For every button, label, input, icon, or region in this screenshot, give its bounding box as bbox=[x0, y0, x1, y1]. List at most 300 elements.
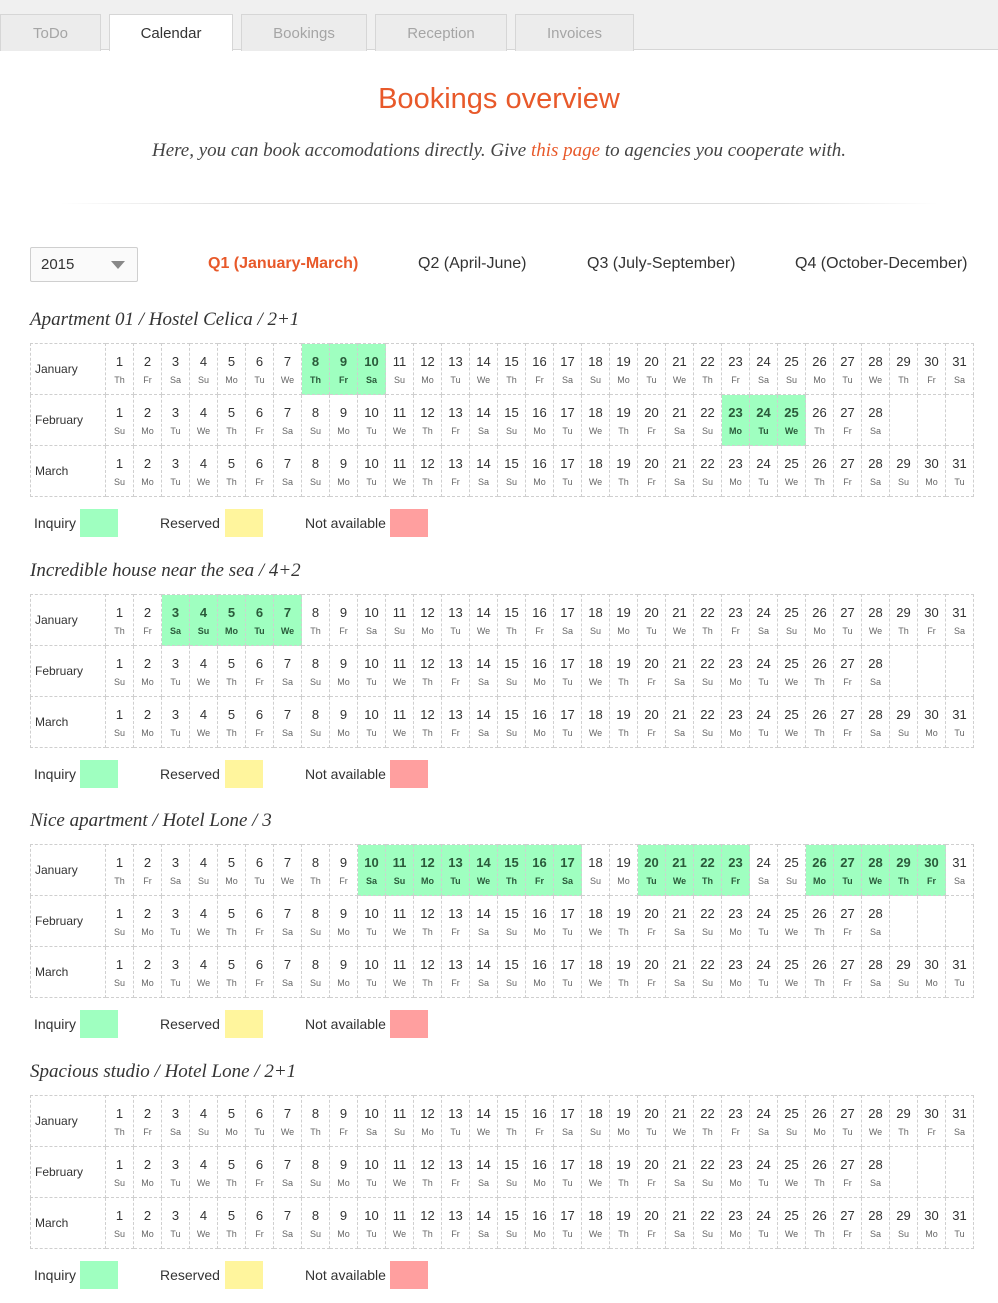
calendar-day[interactable] bbox=[638, 595, 666, 646]
calendar-day[interactable] bbox=[386, 1198, 414, 1249]
calendar-day[interactable] bbox=[358, 697, 386, 748]
calendar-day[interactable] bbox=[134, 595, 162, 646]
calendar-day[interactable] bbox=[638, 446, 666, 497]
calendar-day[interactable] bbox=[134, 1147, 162, 1198]
calendar-day[interactable] bbox=[778, 646, 806, 697]
calendar-day[interactable] bbox=[218, 344, 246, 395]
calendar-day[interactable] bbox=[218, 1198, 246, 1249]
calendar-day[interactable] bbox=[274, 344, 302, 395]
quarter-q4[interactable]: Q4 (October-December) bbox=[795, 255, 968, 272]
calendar-day[interactable] bbox=[470, 697, 498, 748]
tab-reception[interactable]: Reception bbox=[375, 14, 507, 51]
calendar-day[interactable] bbox=[470, 595, 498, 646]
calendar-day[interactable] bbox=[638, 845, 666, 896]
calendar-day[interactable] bbox=[694, 646, 722, 697]
calendar-day[interactable] bbox=[246, 845, 274, 896]
calendar-day[interactable] bbox=[666, 395, 694, 446]
calendar-day[interactable] bbox=[302, 1198, 330, 1249]
calendar-day[interactable] bbox=[190, 697, 218, 748]
calendar-day[interactable] bbox=[918, 1096, 946, 1147]
calendar-day[interactable] bbox=[162, 896, 190, 947]
calendar-day[interactable] bbox=[638, 344, 666, 395]
calendar-day[interactable] bbox=[246, 1198, 274, 1249]
calendar-day[interactable] bbox=[526, 344, 554, 395]
calendar-day[interactable] bbox=[274, 595, 302, 646]
calendar-day[interactable] bbox=[694, 344, 722, 395]
calendar-day[interactable] bbox=[134, 446, 162, 497]
calendar-day[interactable] bbox=[554, 446, 582, 497]
calendar-day[interactable] bbox=[554, 845, 582, 896]
calendar-day[interactable] bbox=[330, 845, 358, 896]
calendar-day[interactable] bbox=[302, 697, 330, 748]
calendar-day[interactable] bbox=[666, 344, 694, 395]
calendar-day[interactable] bbox=[666, 1198, 694, 1249]
calendar-day[interactable] bbox=[274, 1147, 302, 1198]
calendar-day[interactable] bbox=[778, 697, 806, 748]
calendar-day[interactable] bbox=[330, 697, 358, 748]
calendar-day[interactable] bbox=[778, 595, 806, 646]
calendar-day[interactable] bbox=[554, 1096, 582, 1147]
calendar-day[interactable] bbox=[554, 646, 582, 697]
calendar-day[interactable] bbox=[274, 395, 302, 446]
calendar-day[interactable] bbox=[330, 1198, 358, 1249]
calendar-day[interactable] bbox=[750, 697, 778, 748]
calendar-day[interactable] bbox=[890, 1198, 918, 1249]
calendar-day[interactable] bbox=[918, 947, 946, 998]
calendar-day[interactable] bbox=[218, 395, 246, 446]
calendar-day[interactable] bbox=[470, 1096, 498, 1147]
calendar-day[interactable] bbox=[218, 947, 246, 998]
calendar-day[interactable] bbox=[358, 1147, 386, 1198]
calendar-day[interactable] bbox=[526, 395, 554, 446]
calendar-day[interactable] bbox=[162, 446, 190, 497]
calendar-day[interactable] bbox=[610, 896, 638, 947]
calendar-day[interactable] bbox=[778, 395, 806, 446]
calendar-day[interactable] bbox=[162, 344, 190, 395]
calendar-day[interactable] bbox=[414, 896, 442, 947]
calendar-day[interactable] bbox=[806, 446, 834, 497]
calendar-day[interactable] bbox=[218, 1096, 246, 1147]
calendar-day[interactable] bbox=[806, 1198, 834, 1249]
calendar-day[interactable] bbox=[386, 697, 414, 748]
calendar-day[interactable] bbox=[778, 896, 806, 947]
calendar-day[interactable] bbox=[946, 595, 974, 646]
calendar-day[interactable] bbox=[554, 595, 582, 646]
calendar-day[interactable] bbox=[498, 646, 526, 697]
calendar-day[interactable] bbox=[330, 1096, 358, 1147]
calendar-day[interactable] bbox=[442, 1096, 470, 1147]
calendar-day[interactable] bbox=[330, 1147, 358, 1198]
calendar-day[interactable] bbox=[610, 344, 638, 395]
calendar-day[interactable] bbox=[582, 947, 610, 998]
calendar-day[interactable] bbox=[414, 395, 442, 446]
calendar-day[interactable] bbox=[162, 646, 190, 697]
calendar-day[interactable] bbox=[162, 1096, 190, 1147]
calendar-day[interactable] bbox=[946, 1198, 974, 1249]
calendar-day[interactable] bbox=[274, 947, 302, 998]
calendar-day[interactable] bbox=[386, 1096, 414, 1147]
calendar-day[interactable] bbox=[302, 344, 330, 395]
calendar-day[interactable] bbox=[526, 896, 554, 947]
calendar-day[interactable] bbox=[106, 896, 134, 947]
calendar-day[interactable] bbox=[722, 1147, 750, 1198]
calendar-day[interactable] bbox=[302, 1096, 330, 1147]
calendar-day[interactable] bbox=[414, 446, 442, 497]
calendar-day[interactable] bbox=[750, 845, 778, 896]
calendar-day[interactable] bbox=[414, 697, 442, 748]
calendar-day[interactable] bbox=[190, 1198, 218, 1249]
calendar-day[interactable] bbox=[162, 1198, 190, 1249]
calendar-day[interactable] bbox=[442, 845, 470, 896]
calendar-day[interactable] bbox=[470, 1198, 498, 1249]
calendar-day[interactable] bbox=[358, 395, 386, 446]
calendar-day[interactable] bbox=[442, 446, 470, 497]
quarter-q2[interactable]: Q2 (April-June) bbox=[418, 255, 527, 272]
calendar-day[interactable] bbox=[218, 446, 246, 497]
calendar-day[interactable] bbox=[302, 595, 330, 646]
calendar-day[interactable] bbox=[862, 1198, 890, 1249]
calendar-day[interactable] bbox=[358, 1198, 386, 1249]
calendar-day[interactable] bbox=[918, 344, 946, 395]
calendar-day[interactable] bbox=[778, 1198, 806, 1249]
calendar-day[interactable] bbox=[330, 446, 358, 497]
calendar-day[interactable] bbox=[134, 947, 162, 998]
calendar-day[interactable] bbox=[470, 344, 498, 395]
calendar-day[interactable] bbox=[862, 896, 890, 947]
calendar-day[interactable] bbox=[246, 697, 274, 748]
calendar-day[interactable] bbox=[498, 947, 526, 998]
calendar-day[interactable] bbox=[666, 1147, 694, 1198]
calendar-day[interactable] bbox=[330, 646, 358, 697]
calendar-day[interactable] bbox=[666, 845, 694, 896]
agency-page-link[interactable]: this page bbox=[530, 140, 601, 161]
calendar-day[interactable] bbox=[750, 646, 778, 697]
calendar-day[interactable] bbox=[274, 646, 302, 697]
calendar-day[interactable] bbox=[386, 896, 414, 947]
calendar-day[interactable] bbox=[106, 1198, 134, 1249]
calendar-day[interactable] bbox=[750, 1198, 778, 1249]
calendar-day[interactable] bbox=[834, 947, 862, 998]
calendar-day[interactable] bbox=[638, 1198, 666, 1249]
calendar-day[interactable] bbox=[470, 947, 498, 998]
calendar-day[interactable] bbox=[750, 395, 778, 446]
calendar-day[interactable] bbox=[274, 446, 302, 497]
calendar-day[interactable] bbox=[526, 1096, 554, 1147]
calendar-day[interactable] bbox=[554, 947, 582, 998]
calendar-day[interactable] bbox=[470, 896, 498, 947]
calendar-day[interactable] bbox=[834, 1198, 862, 1249]
calendar-day[interactable] bbox=[302, 646, 330, 697]
calendar-day[interactable] bbox=[218, 896, 246, 947]
calendar-day[interactable] bbox=[526, 1198, 554, 1249]
calendar-day[interactable] bbox=[190, 646, 218, 697]
calendar-day[interactable] bbox=[246, 395, 274, 446]
calendar-day[interactable] bbox=[582, 595, 610, 646]
calendar-day[interactable] bbox=[610, 947, 638, 998]
calendar-day[interactable] bbox=[582, 1147, 610, 1198]
calendar-day[interactable] bbox=[218, 646, 246, 697]
calendar-day[interactable] bbox=[246, 595, 274, 646]
calendar-day[interactable] bbox=[638, 395, 666, 446]
calendar-day[interactable] bbox=[890, 446, 918, 497]
calendar-day[interactable] bbox=[386, 1147, 414, 1198]
calendar-day[interactable] bbox=[666, 697, 694, 748]
calendar-day[interactable] bbox=[834, 697, 862, 748]
calendar-day[interactable] bbox=[442, 1147, 470, 1198]
calendar-day[interactable] bbox=[190, 395, 218, 446]
calendar-day[interactable] bbox=[414, 1147, 442, 1198]
calendar-day[interactable] bbox=[414, 344, 442, 395]
calendar-day[interactable] bbox=[694, 845, 722, 896]
calendar-day[interactable] bbox=[386, 646, 414, 697]
calendar-day[interactable] bbox=[806, 595, 834, 646]
calendar-day[interactable] bbox=[554, 1147, 582, 1198]
calendar-day[interactable] bbox=[554, 896, 582, 947]
calendar-day[interactable] bbox=[470, 646, 498, 697]
calendar-day[interactable] bbox=[442, 344, 470, 395]
calendar-day[interactable] bbox=[498, 595, 526, 646]
tab-bookings[interactable]: Bookings bbox=[241, 14, 367, 51]
calendar-day[interactable] bbox=[498, 896, 526, 947]
calendar-day[interactable] bbox=[610, 1147, 638, 1198]
calendar-day[interactable] bbox=[470, 845, 498, 896]
calendar-day[interactable] bbox=[526, 446, 554, 497]
calendar-day[interactable] bbox=[750, 1147, 778, 1198]
calendar-day[interactable] bbox=[666, 1096, 694, 1147]
calendar-day[interactable] bbox=[778, 446, 806, 497]
calendar-day[interactable] bbox=[442, 697, 470, 748]
calendar-day[interactable] bbox=[946, 446, 974, 497]
calendar-day[interactable] bbox=[582, 1096, 610, 1147]
calendar-day[interactable] bbox=[498, 1147, 526, 1198]
calendar-day[interactable] bbox=[638, 646, 666, 697]
calendar-day[interactable] bbox=[694, 697, 722, 748]
calendar-day[interactable] bbox=[526, 845, 554, 896]
calendar-day[interactable] bbox=[834, 1096, 862, 1147]
calendar-day[interactable] bbox=[610, 595, 638, 646]
calendar-day[interactable] bbox=[722, 697, 750, 748]
calendar-day[interactable] bbox=[834, 845, 862, 896]
calendar-day[interactable] bbox=[890, 1096, 918, 1147]
calendar-day[interactable] bbox=[694, 947, 722, 998]
calendar-day[interactable] bbox=[134, 646, 162, 697]
calendar-day[interactable] bbox=[918, 845, 946, 896]
calendar-day[interactable] bbox=[218, 595, 246, 646]
calendar-day[interactable] bbox=[834, 595, 862, 646]
calendar-day[interactable] bbox=[918, 595, 946, 646]
calendar-day[interactable] bbox=[246, 446, 274, 497]
calendar-day[interactable] bbox=[246, 1096, 274, 1147]
calendar-day[interactable] bbox=[498, 395, 526, 446]
calendar-day[interactable] bbox=[442, 896, 470, 947]
calendar-day[interactable] bbox=[414, 1198, 442, 1249]
calendar-day[interactable] bbox=[134, 344, 162, 395]
calendar-day[interactable] bbox=[330, 344, 358, 395]
calendar-day[interactable] bbox=[190, 595, 218, 646]
calendar-day[interactable] bbox=[946, 947, 974, 998]
calendar-day[interactable] bbox=[806, 697, 834, 748]
calendar-day[interactable] bbox=[834, 1147, 862, 1198]
calendar-day[interactable] bbox=[190, 1147, 218, 1198]
calendar-day[interactable] bbox=[526, 947, 554, 998]
calendar-day[interactable] bbox=[666, 646, 694, 697]
calendar-day[interactable] bbox=[582, 845, 610, 896]
calendar-day[interactable] bbox=[554, 395, 582, 446]
calendar-day[interactable] bbox=[918, 1198, 946, 1249]
calendar-day[interactable] bbox=[890, 595, 918, 646]
calendar-day[interactable] bbox=[862, 446, 890, 497]
calendar-day[interactable] bbox=[638, 1096, 666, 1147]
calendar-day[interactable] bbox=[694, 395, 722, 446]
calendar-day[interactable] bbox=[862, 595, 890, 646]
calendar-day[interactable] bbox=[246, 947, 274, 998]
calendar-day[interactable] bbox=[302, 896, 330, 947]
calendar-day[interactable] bbox=[414, 595, 442, 646]
calendar-day[interactable] bbox=[554, 697, 582, 748]
calendar-day[interactable] bbox=[666, 947, 694, 998]
calendar-day[interactable] bbox=[190, 344, 218, 395]
calendar-day[interactable] bbox=[106, 344, 134, 395]
calendar-day[interactable] bbox=[890, 697, 918, 748]
calendar-day[interactable] bbox=[582, 395, 610, 446]
calendar-day[interactable] bbox=[862, 697, 890, 748]
quarter-q3[interactable]: Q3 (July-September) bbox=[587, 255, 736, 272]
calendar-day[interactable] bbox=[162, 595, 190, 646]
calendar-day[interactable] bbox=[722, 595, 750, 646]
calendar-day[interactable] bbox=[750, 1096, 778, 1147]
calendar-day[interactable] bbox=[862, 947, 890, 998]
calendar-day[interactable] bbox=[358, 896, 386, 947]
calendar-day[interactable] bbox=[162, 697, 190, 748]
calendar-day[interactable] bbox=[470, 1147, 498, 1198]
calendar-day[interactable] bbox=[890, 845, 918, 896]
calendar-day[interactable] bbox=[218, 845, 246, 896]
calendar-day[interactable] bbox=[806, 1147, 834, 1198]
calendar-day[interactable] bbox=[414, 1096, 442, 1147]
calendar-day[interactable] bbox=[610, 1198, 638, 1249]
calendar-day[interactable] bbox=[806, 896, 834, 947]
calendar-day[interactable] bbox=[106, 395, 134, 446]
calendar-day[interactable] bbox=[330, 947, 358, 998]
calendar-day[interactable] bbox=[750, 947, 778, 998]
calendar-day[interactable] bbox=[386, 845, 414, 896]
calendar-day[interactable] bbox=[190, 845, 218, 896]
calendar-day[interactable] bbox=[526, 646, 554, 697]
calendar-day[interactable] bbox=[694, 595, 722, 646]
calendar-day[interactable] bbox=[358, 446, 386, 497]
calendar-day[interactable] bbox=[246, 896, 274, 947]
calendar-day[interactable] bbox=[806, 646, 834, 697]
calendar-day[interactable] bbox=[358, 344, 386, 395]
calendar-day[interactable] bbox=[610, 446, 638, 497]
calendar-day[interactable] bbox=[106, 1096, 134, 1147]
calendar-day[interactable] bbox=[330, 395, 358, 446]
calendar-day[interactable] bbox=[666, 896, 694, 947]
calendar-day[interactable] bbox=[106, 845, 134, 896]
calendar-day[interactable] bbox=[610, 395, 638, 446]
calendar-day[interactable] bbox=[274, 896, 302, 947]
calendar-day[interactable] bbox=[750, 344, 778, 395]
calendar-day[interactable] bbox=[274, 845, 302, 896]
calendar-day[interactable] bbox=[862, 1096, 890, 1147]
calendar-day[interactable] bbox=[582, 446, 610, 497]
calendar-day[interactable] bbox=[526, 595, 554, 646]
calendar-day[interactable] bbox=[302, 845, 330, 896]
calendar-day[interactable] bbox=[638, 697, 666, 748]
calendar-day[interactable] bbox=[358, 845, 386, 896]
calendar-day[interactable] bbox=[722, 395, 750, 446]
calendar-day[interactable] bbox=[134, 395, 162, 446]
calendar-day[interactable] bbox=[162, 395, 190, 446]
calendar-day[interactable] bbox=[946, 697, 974, 748]
calendar-day[interactable] bbox=[274, 1096, 302, 1147]
calendar-day[interactable] bbox=[722, 1096, 750, 1147]
calendar-day[interactable] bbox=[330, 595, 358, 646]
calendar-day[interactable] bbox=[498, 1096, 526, 1147]
calendar-day[interactable] bbox=[442, 1198, 470, 1249]
calendar-day[interactable] bbox=[358, 646, 386, 697]
calendar-day[interactable] bbox=[666, 595, 694, 646]
calendar-day[interactable] bbox=[134, 845, 162, 896]
quarter-q1[interactable]: Q1 (January-March) bbox=[208, 255, 359, 272]
calendar-day[interactable] bbox=[526, 1147, 554, 1198]
calendar-day[interactable] bbox=[722, 845, 750, 896]
calendar-day[interactable] bbox=[778, 1147, 806, 1198]
calendar-day[interactable] bbox=[498, 845, 526, 896]
calendar-day[interactable] bbox=[386, 595, 414, 646]
calendar-day[interactable] bbox=[414, 845, 442, 896]
calendar-day[interactable] bbox=[750, 446, 778, 497]
calendar-day[interactable] bbox=[162, 845, 190, 896]
calendar-day[interactable] bbox=[414, 947, 442, 998]
calendar-day[interactable] bbox=[806, 344, 834, 395]
calendar-day[interactable] bbox=[218, 1147, 246, 1198]
calendar-day[interactable] bbox=[386, 446, 414, 497]
calendar-day[interactable] bbox=[246, 344, 274, 395]
calendar-day[interactable] bbox=[750, 896, 778, 947]
calendar-day[interactable] bbox=[750, 595, 778, 646]
tab-todo[interactable]: ToDo bbox=[0, 14, 101, 51]
calendar-day[interactable] bbox=[918, 697, 946, 748]
calendar-day[interactable] bbox=[302, 1147, 330, 1198]
calendar-day[interactable] bbox=[582, 697, 610, 748]
calendar-day[interactable] bbox=[358, 1096, 386, 1147]
calendar-day[interactable] bbox=[638, 896, 666, 947]
calendar-day[interactable] bbox=[862, 395, 890, 446]
calendar-day[interactable] bbox=[498, 344, 526, 395]
calendar-day[interactable] bbox=[162, 947, 190, 998]
calendar-day[interactable] bbox=[610, 646, 638, 697]
calendar-day[interactable] bbox=[106, 646, 134, 697]
tab-calendar[interactable]: Calendar bbox=[109, 14, 233, 51]
calendar-day[interactable] bbox=[190, 896, 218, 947]
calendar-day[interactable] bbox=[134, 1096, 162, 1147]
calendar-day[interactable] bbox=[134, 1198, 162, 1249]
calendar-day[interactable] bbox=[386, 395, 414, 446]
calendar-day[interactable] bbox=[414, 646, 442, 697]
calendar-day[interactable] bbox=[442, 646, 470, 697]
calendar-day[interactable] bbox=[386, 947, 414, 998]
calendar-day[interactable] bbox=[330, 896, 358, 947]
calendar-day[interactable] bbox=[722, 344, 750, 395]
calendar-day[interactable] bbox=[722, 1198, 750, 1249]
tab-invoices[interactable]: Invoices bbox=[515, 14, 634, 51]
calendar-day[interactable] bbox=[106, 947, 134, 998]
calendar-day[interactable] bbox=[246, 646, 274, 697]
calendar-day[interactable] bbox=[722, 646, 750, 697]
calendar-day[interactable] bbox=[386, 344, 414, 395]
calendar-day[interactable] bbox=[638, 1147, 666, 1198]
